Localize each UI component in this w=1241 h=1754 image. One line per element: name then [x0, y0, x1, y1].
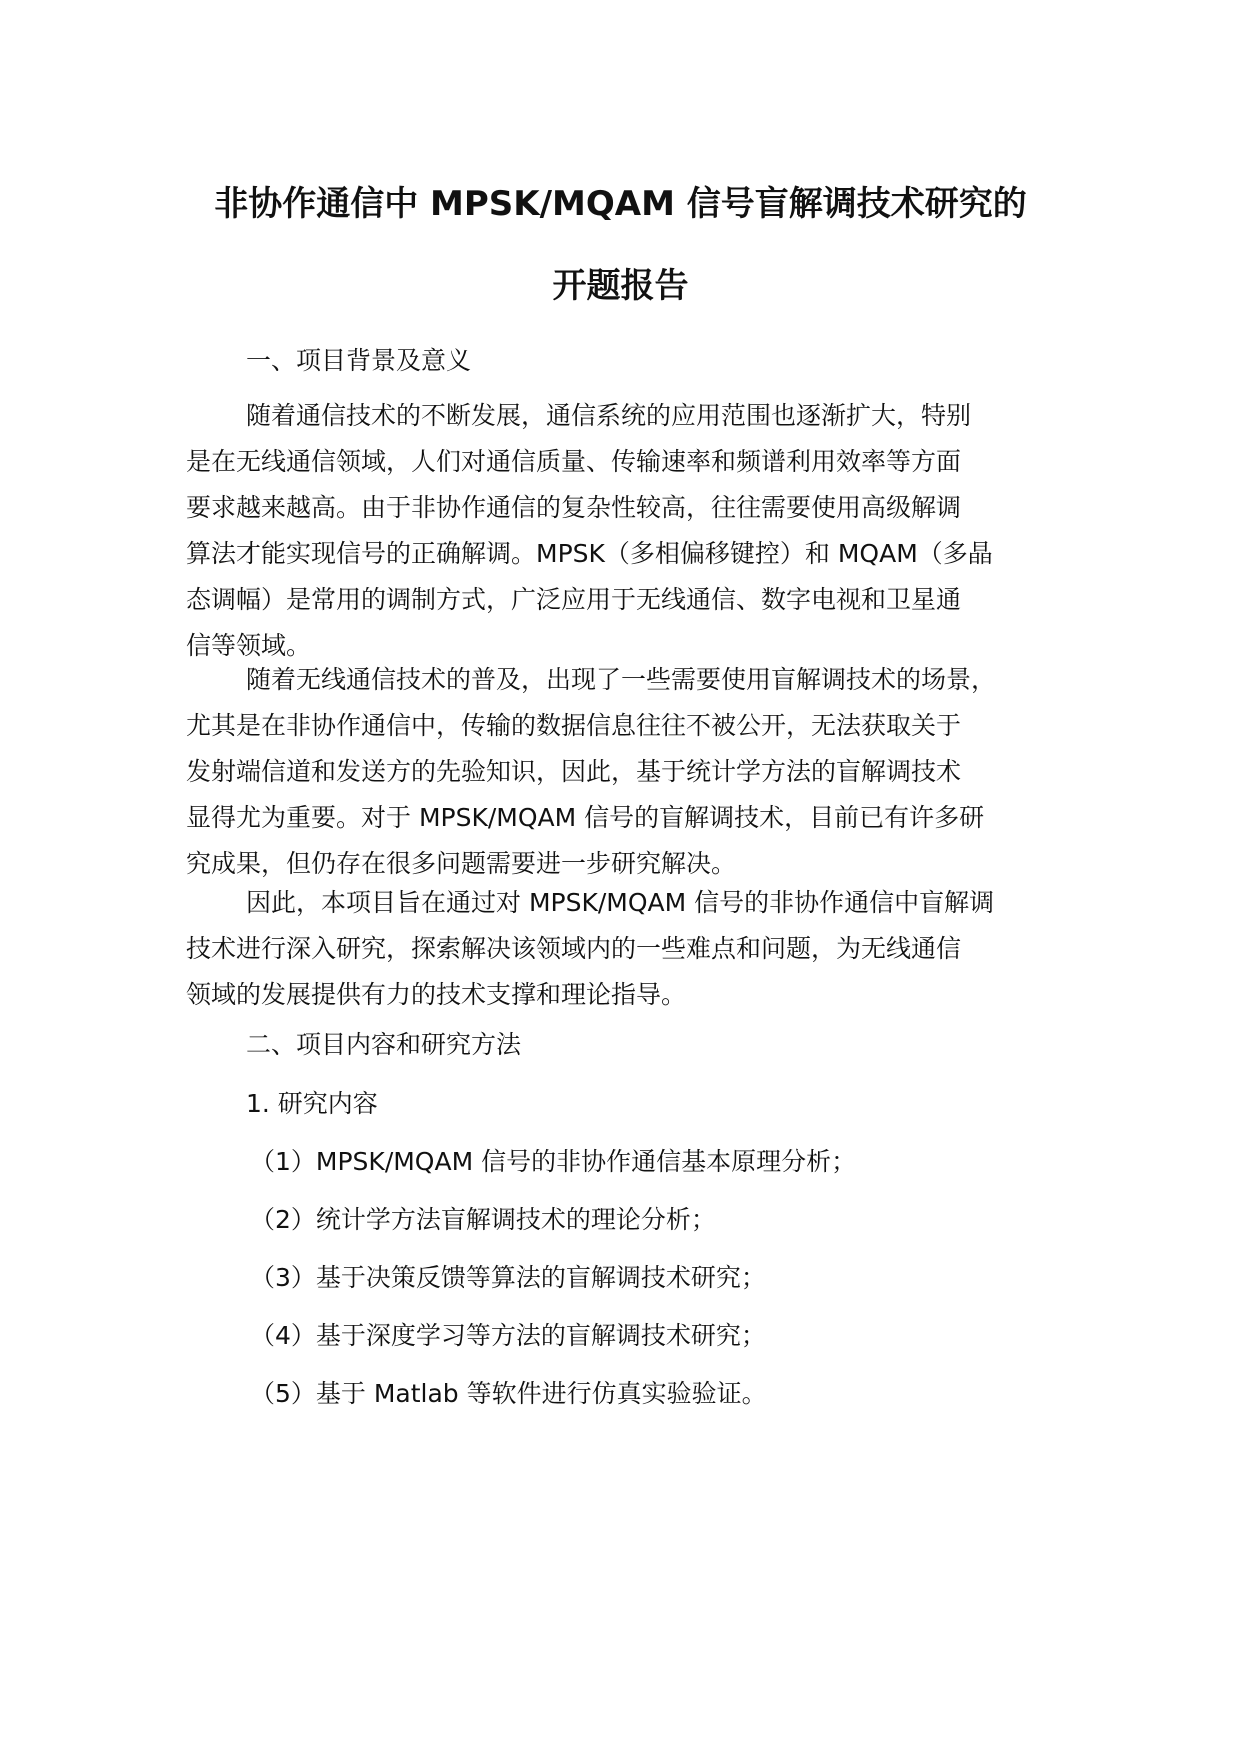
section-heading-background: 一、项目背景及意义 — [246, 346, 472, 375]
research-item-5: （5）基于 Matlab 等软件进行仿真实验验证。 — [250, 1379, 767, 1408]
paragraph-line: 是在无线通信领域，人们对通信质量、传输速率和频谱利用效率等方面 — [186, 447, 962, 476]
paragraph-line: 算法才能实现信号的正确解调。MPSK（多相偏移键控）和 MQAM（多晶 — [186, 539, 993, 568]
research-item-2: （2）统计学方法盲解调技术的理论分析； — [250, 1205, 716, 1234]
paragraph-line: 技术进行深入研究，探索解决该领域内的一些难点和问题，为无线通信 — [186, 934, 962, 963]
research-item-1: （1）MPSK/MQAM 信号的非协作通信基本原理分析； — [250, 1147, 857, 1176]
paragraph-background-1 — [186, 393, 1086, 669]
paragraph-line: 随着无线通信技术的普及，出现了一些需要使用盲解调技术的场景， — [246, 665, 997, 694]
document-title-line-2: 开题报告 — [552, 266, 689, 306]
section-heading-content-methods: 二、项目内容和研究方法 — [246, 1030, 522, 1059]
document-title-line-1: 非协作通信中 MPSK/MQAM 信号盲解调技术研究的 — [214, 184, 1027, 224]
paragraph-line: 发射端信道和发送方的先验知识，因此，基于统计学方法的盲解调技术 — [186, 757, 962, 786]
research-item-4: （4）基于深度学习等方法的盲解调技术研究； — [250, 1321, 766, 1350]
paragraph-line: 究成果，但仍存在很多问题需要进一步研究解决。 — [186, 849, 737, 878]
subheading-research-content: 1. 研究内容 — [246, 1089, 378, 1118]
paragraph-line: 态调幅）是常用的调制方式，广泛应用于无线通信、数字电视和卫星通 — [186, 585, 962, 614]
paragraph-background-3 — [186, 880, 1086, 1018]
paragraph-line: 因此，本项目旨在通过对 MPSK/MQAM 信号的非协作通信中盲解调 — [246, 888, 995, 917]
paragraph-line: 尤其是在非协作通信中，传输的数据信息往往不被公开，无法获取关于 — [186, 711, 962, 740]
paragraph-line: 信等领域。 — [186, 631, 312, 660]
paragraph-line: 要求越来越高。由于非协作通信的复杂性较高，往往需要使用高级解调 — [186, 493, 962, 522]
paragraph-line: 随着通信技术的不断发展，通信系统的应用范围也逐渐扩大，特别 — [246, 401, 972, 430]
research-item-3: （3）基于决策反馈等算法的盲解调技术研究； — [250, 1263, 766, 1292]
paragraph-background-2 — [186, 657, 1086, 887]
paragraph-line: 显得尤为重要。对于 MPSK/MQAM 信号的盲解调技术，目前已有许多研 — [186, 803, 985, 832]
paragraph-line: 领域的发展提供有力的技术支撑和理论指导。 — [186, 980, 687, 1009]
